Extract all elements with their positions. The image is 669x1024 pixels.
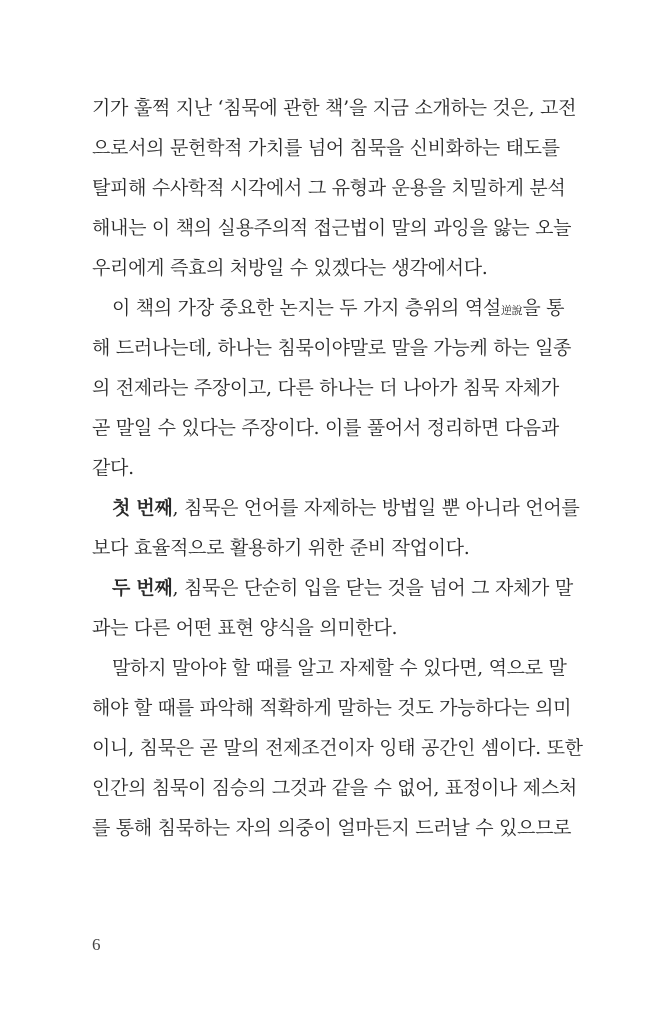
text-line: 으로서의 문헌학적 가치를 넘어 침묵을 신비화하는 태도를 <box>92 137 560 159</box>
text-line: 해 드러나는데, 하나는 침묵이야말로 말을 가능케 하는 일종 <box>92 337 572 359</box>
text-line: 의 전제라는 주장이고, 다른 하나는 더 나아가 침묵 자체가 <box>92 377 559 399</box>
text-line: 과는 다른 어떤 표현 양식을 의미한다. <box>92 617 398 639</box>
text-line: 같다. <box>92 457 134 479</box>
page-number: 6 <box>92 935 101 954</box>
body-text <box>92 88 583 848</box>
text-line: 우리에게 즉효의 처방일 수 있겠다는 생각에서다. <box>92 257 488 279</box>
text-line <box>92 288 565 328</box>
bold-lead: 두 번째 <box>112 577 173 599</box>
text-line <box>92 488 580 528</box>
text-line: 이니, 침묵은 곧 말의 전제조건이자 잉태 공간인 셈이다. 또한 <box>92 737 583 759</box>
text-line: 인간의 침묵이 짐승의 그것과 같을 수 없어, 표정이나 제스처 <box>92 777 577 799</box>
bold-lead: 첫 번째 <box>112 497 173 519</box>
text-line: 말하지 말아야 할 때를 알고 자제할 수 있다면, 역으로 말 <box>112 657 567 679</box>
text-line: 해내는 이 책의 실용주의적 접근법이 말의 과잉을 앓는 오늘 <box>92 217 572 239</box>
text-line: 기가 훌쩍 지난 ‘침묵에 관한 책’을 지금 소개하는 것은, 고전 <box>92 97 577 119</box>
text-line: 곧 말일 수 있다는 주장이다. 이를 풀어서 정리하면 다음과 <box>92 417 559 439</box>
text-run: , 침묵은 단순히 입을 닫는 것을 넘어 그 자체가 말 <box>172 577 573 599</box>
text-line: 해야 할 때를 파악해 적확하게 말하는 것도 가능하다는 의미 <box>92 697 572 719</box>
hanja-annotation: 逆說 <box>500 304 523 317</box>
text-line: 를 통해 침묵하는 자의 의중이 얼마든지 드러날 수 있으므로 <box>92 817 572 839</box>
text-run: 을 통 <box>522 297 565 319</box>
text-run: 이 책의 가장 중요한 논지는 두 가지 층위의 역설 <box>112 297 501 319</box>
text-line: 탈피해 수사학적 시각에서 그 유형과 운용을 치밀하게 분석 <box>92 177 566 199</box>
text-line: 보다 효율적으로 활용하기 위한 준비 작업이다. <box>92 537 470 559</box>
text-line <box>92 568 573 608</box>
text-run: , 침묵은 언어를 자제하는 방법일 뿐 아니라 언어를 <box>172 497 580 519</box>
